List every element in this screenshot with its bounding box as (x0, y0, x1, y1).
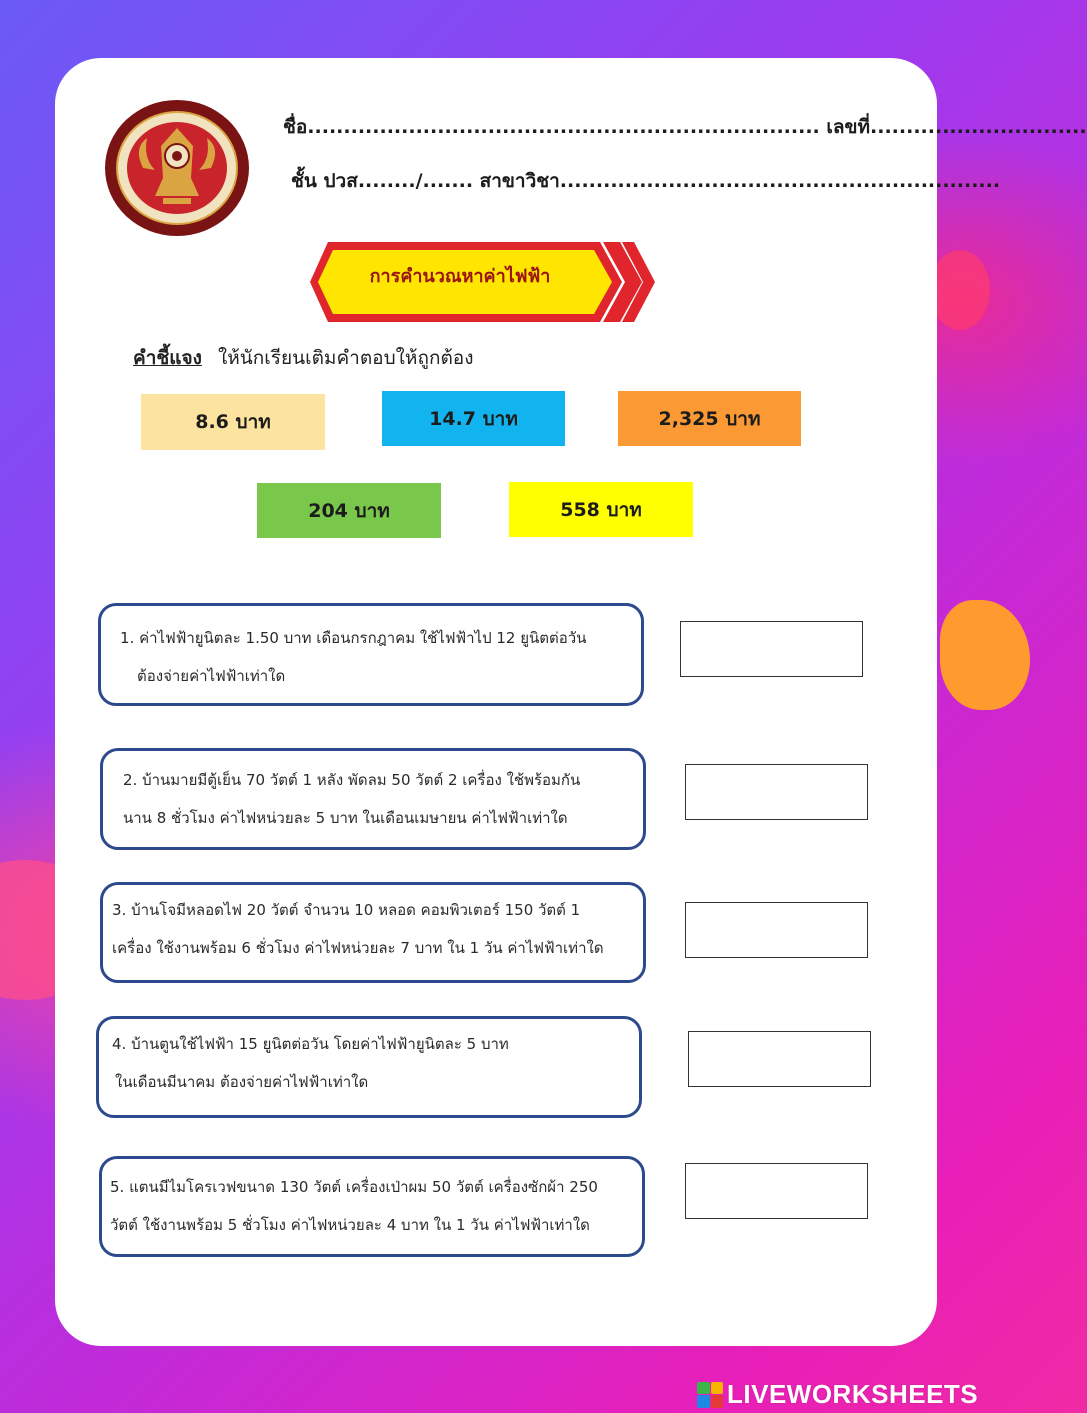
answer-chip-3[interactable]: 2,325 บาท (618, 391, 801, 446)
instructions (133, 343, 473, 373)
question-4-line-1: 4. บ้านตูนใช้ไฟฟ้า 15 ยูนิตต่อวัน โดยค่าไฟฟ้ายูนิตละ 5 บาท (112, 1035, 509, 1053)
question-5-line-2: วัตต์ ใช้งานพร้อม 5 ชั่วโมง ค่าไฟหน่วยละ 4 บาท ใน 1 วัน ค่าไฟฟ้าเท่าใด (110, 1216, 590, 1234)
question-3-line-2: เครื่อง ใช้งานพร้อม 6 ชั่วโมง ค่าไฟหน่วยละ 7 บาท ใน 1 วัน ค่าไฟฟ้าเท่าใด (112, 939, 604, 957)
background-blob-right-pink (930, 250, 990, 330)
class-major-field[interactable]: ชั้น ปวส......../....... สาขาวิชา............................................................. (291, 170, 1001, 192)
answer-box-5[interactable] (685, 1163, 868, 1219)
question-box-2 (100, 748, 646, 850)
question-1-line-2: ต้องจ่ายค่าไฟฟ้าเท่าใด (137, 667, 286, 685)
question-2-line-2: นาน 8 ชั่วโมง ค่าไฟหน่วยละ 5 บาท ในเดือนเมษายน ค่าไฟฟ้าเท่าใด (123, 809, 568, 827)
answer-box-1[interactable] (680, 621, 863, 677)
watermark-text: LIVEWORKSHEETS (727, 1379, 979, 1409)
answer-box-3[interactable] (685, 902, 868, 958)
question-3-line-1: 3. บ้านโจมีหลอดไฟ 20 วัตต์ จำนวน 10 หลอด คอมพิวเตอร์ 150 วัตต์ 1 (112, 901, 581, 919)
answer-chip-5[interactable]: 558 บาท (509, 482, 693, 537)
answer-chip-1[interactable]: 8.6 บาท (141, 394, 325, 450)
instructions-lead: คำชี้แจง (133, 347, 202, 369)
worksheet-page (55, 58, 1087, 1346)
answer-chip-4[interactable]: 204 บาท (257, 483, 441, 538)
liveworksheets-logo-icon (697, 1382, 723, 1408)
question-5-line-1: 5. แตนมีไมโครเวฟขนาด 130 วัตต์ เครื่องเป่าผม 50 วัตต์ เครื่องซักผ้า 250 (110, 1178, 598, 1196)
question-box-1 (98, 603, 644, 706)
liveworksheets-watermark[interactable] (697, 1379, 978, 1410)
instructions-text: ให้นักเรียนเติมคำตอบให้ถูกต้อง (217, 347, 474, 369)
vocational-commission-logo (103, 98, 251, 238)
background-blob-right (940, 600, 1030, 710)
question-4-line-2: ในเดือนมีนาคม ต้องจ่ายค่าไฟฟ้าเท่าใด (115, 1073, 369, 1091)
answer-box-2[interactable] (685, 764, 868, 820)
question-box-5 (99, 1156, 645, 1257)
question-1-line-1: 1. ค่าไฟฟ้ายูนิตละ 1.50 บาท เดือนกรกฎาคม ใช้ไฟฟ้าไป 12 ยูนิตต่อวัน (120, 629, 587, 647)
question-2-line-1: 2. บ้านมายมีตู้เย็น 70 วัตต์ 1 หลัง พัดลม 50 วัตต์ 2 เครื่อง ใช้พร้อมกัน (123, 771, 581, 789)
answer-box-4[interactable] (688, 1031, 871, 1087)
name-number-field[interactable]: ชื่อ....................................................................... เลขที่.............................. (283, 116, 1087, 138)
page-title: การคำนวณหาค่าไฟฟ้า (369, 266, 551, 287)
answer-chip-2[interactable]: 14.7 บาท (382, 391, 565, 446)
